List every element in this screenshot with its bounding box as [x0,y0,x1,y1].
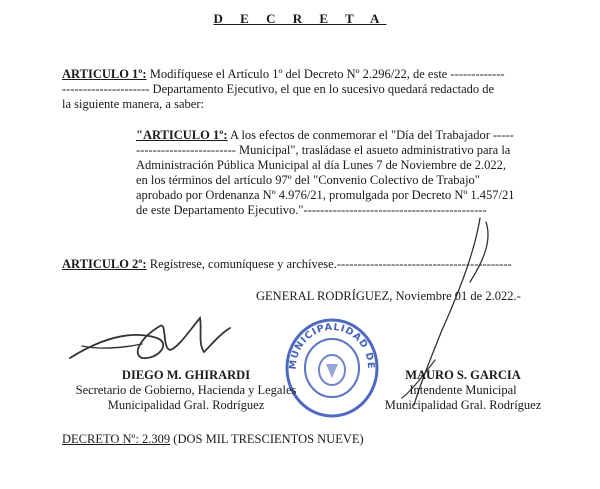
decree-number-text: (DOS MIL TRESCIENTOS NUEVE) [173,432,364,446]
quote-line-3: Administración Pública Municipal al día Lunes 7 de Noviembre de 2.022, [136,158,507,172]
quote-label: "ARTICULO 1º: [136,128,228,142]
article-2-label: ARTICULO 2º: [62,257,147,271]
article-1-line-2: --------------------- Departamento Ejecutivo, el que en lo sucesivo quedará redactado de [62,82,495,96]
article-1-line-1 [62,67,505,82]
quote-line-2: ------------------------ Municipal", trasládase el asueto administrativo para la [136,143,511,157]
signature-block-left [56,368,316,413]
quote-line-5: aprobado por Ordenanza Nº 4.976/21, promulgada por Decreto Nº 1.457/21 [136,188,515,202]
article-1-line-3: la siguiente manera, a saber: [62,97,204,111]
signer-left-role: Secretario de Gobierno, Hacienda y Legales [75,383,297,397]
signer-right-name: MAURO S. GARCIA [405,368,521,382]
seal-text: MUNICIPALIDAD DE [287,321,377,370]
signature-block-right [368,368,558,413]
quote-line-1 [136,128,514,143]
article-1-text-1: Modifíquese el Artículo 1º del Decreto Nº 2.296/22, de este ------------- [149,67,505,81]
decree-number-line [62,432,364,447]
quote-line-4: en los términos del artículo 97º del "Convenio Colectivo de Trabajo" [136,173,480,187]
document-title: D E C R E T A [213,11,387,26]
signer-left-name: DIEGO M. GHIRARDI [121,368,251,382]
quote-line-6: de este Departamento Ejecutivo."-------------------------------------------- [136,203,487,217]
quote-text-1: A los efectos de conmemorar el "Día del Trabajador ----- [229,128,514,142]
signer-right-org: Municipalidad Gral. Rodríguez [384,398,542,412]
signer-right-role: Intendente Municipal [409,383,517,397]
svg-text:MUNICIPALIDAD DE [288,322,376,370]
signature-left-icon [62,308,252,368]
decree-number-label: DECRETO Nº: 2.309 [62,432,171,446]
signer-left-org: Municipalidad Gral. Rodríguez [107,398,265,412]
article-1-label: ARTICULO 1º: [62,67,147,81]
place-date: GENERAL RODRÍGUEZ, Noviembre 01 de 2.022.- [256,289,521,303]
article-2-text: Regístrese, comuníquese y archívese.------------------------------------------ [149,257,512,271]
